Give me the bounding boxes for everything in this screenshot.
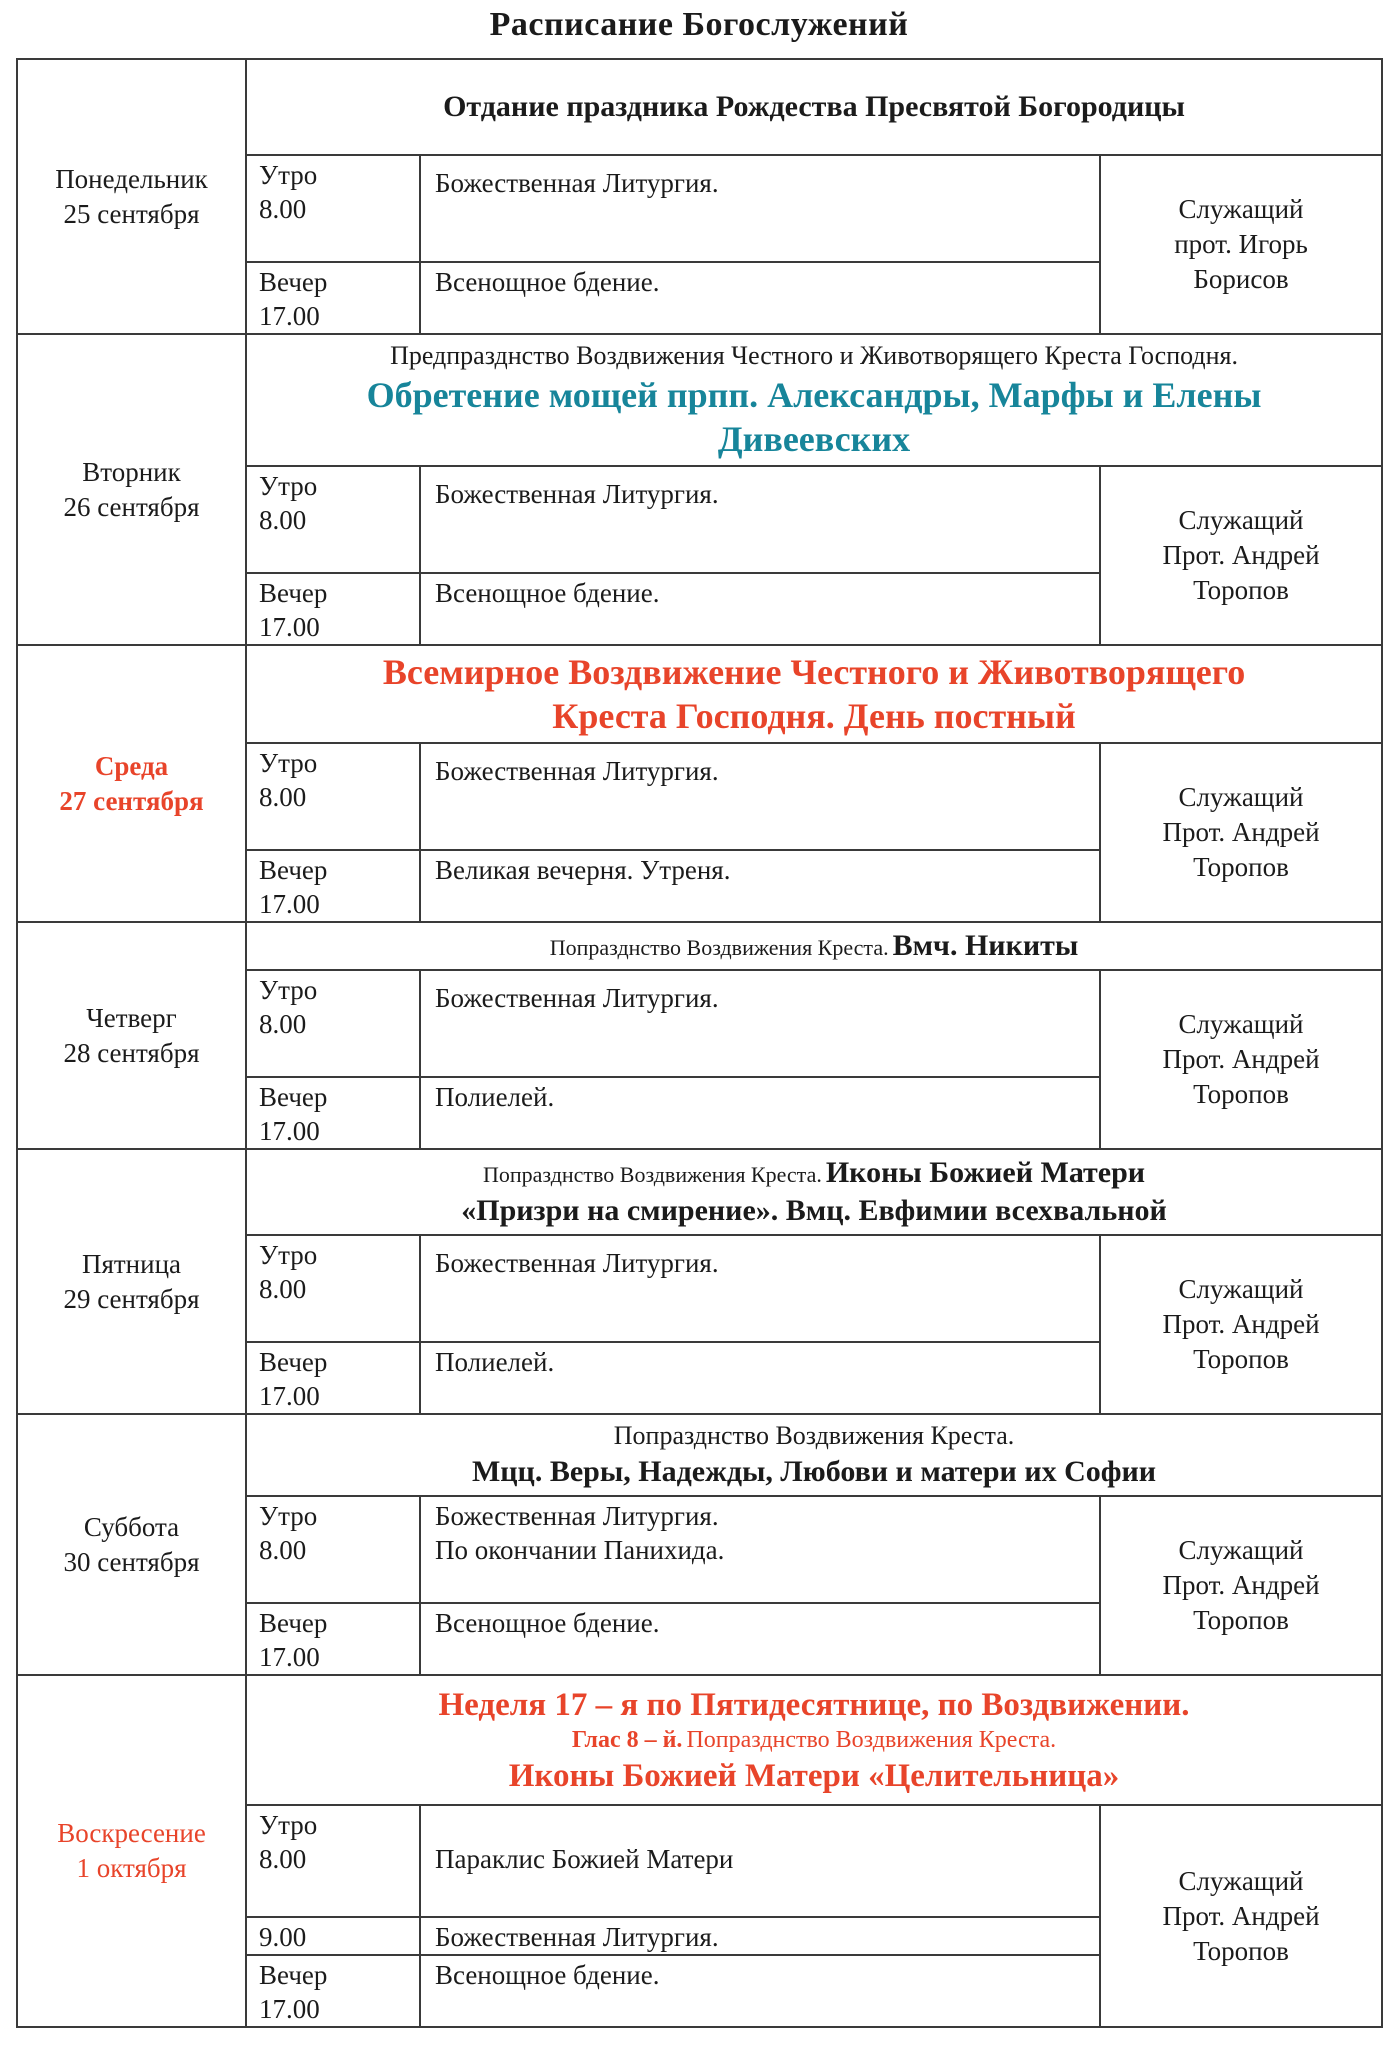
officiant-surname: Торопов [1193, 1605, 1289, 1635]
time-label: Утро [259, 975, 318, 1005]
service-name: Божественная Литургия. [435, 168, 719, 198]
feast-title-cont: Креста Господня. День постный [552, 696, 1076, 736]
time-cell [246, 1342, 420, 1414]
time-cell [246, 1917, 420, 1955]
service-name: Божественная Литургия. [435, 983, 719, 1013]
officiant-cell [1100, 155, 1382, 334]
day-cell-wednesday [17, 645, 246, 922]
time-value: 17.00 [259, 1381, 320, 1411]
schedule-table [16, 58, 1383, 2028]
officiant-label: Служащий [1178, 1274, 1304, 1304]
officiant-surname: Торопов [1193, 575, 1289, 605]
service-name: Параклис Божией Матери [435, 1844, 734, 1874]
time-value: 8.00 [259, 194, 307, 224]
officiant-surname: Торопов [1193, 1079, 1289, 1109]
service-name: Божественная Литургия. [435, 756, 719, 786]
time-value: 8.00 [259, 1009, 307, 1039]
service-cell [420, 1342, 1100, 1414]
service-name: Божественная Литургия. [435, 1248, 719, 1278]
time-value: 17.00 [259, 889, 320, 919]
day-date: 25 сентября [63, 198, 200, 229]
time-value: 8.00 [259, 1535, 307, 1565]
feast-subtitle: Попразднство Воздвижения Креста. [482, 1162, 822, 1187]
time-cell [246, 262, 420, 334]
time-cell [246, 573, 420, 645]
service-cell [420, 1077, 1100, 1149]
time-label: Вечер [259, 1960, 328, 1990]
service-name: Всенощное бдение. [435, 1960, 660, 1990]
time-value: 17.00 [259, 301, 320, 331]
service-cell [420, 573, 1100, 645]
time-value: 17.00 [259, 1642, 320, 1672]
feast-title: Обретение мощей прпп. Александры, Марфы и Елены [366, 375, 1262, 415]
time-value: 17.00 [259, 1994, 320, 2024]
officiant-surname: Торопов [1193, 1344, 1289, 1374]
officiant-name: Прот. Андрей [1162, 1309, 1320, 1339]
time-label: Утро [259, 1810, 318, 1840]
service-name: Всенощное бдение. [435, 267, 660, 297]
day-name: Пятница [81, 1248, 182, 1279]
table-row [17, 922, 1382, 970]
time-value: 17.00 [259, 612, 320, 642]
time-value: 8.00 [259, 1844, 307, 1874]
table-row [17, 1414, 1382, 1496]
time-label: Вечер [259, 578, 328, 608]
feast-subtitle: Попразднство Воздвижения Креста. [549, 935, 889, 960]
officiant-surname: Борисов [1193, 264, 1289, 294]
service-name: Божественная Литургия. [435, 1922, 719, 1952]
service-cell [420, 155, 1100, 262]
service-name: Божественная Литургия. [435, 1501, 719, 1531]
day-cell-saturday [17, 1414, 246, 1675]
feast-title: Отдание праздника Рождества Пресвятой Богородицы [443, 90, 1185, 123]
officiant-label: Служащий [1178, 782, 1304, 812]
time-cell [246, 850, 420, 922]
officiant-name: прот. Игорь [1174, 229, 1308, 259]
day-heading [246, 59, 1382, 155]
officiant-cell [1100, 466, 1382, 645]
officiant-cell [1100, 1805, 1382, 2027]
table-row [17, 1149, 1382, 1235]
service-name: Полиелей. [435, 1082, 555, 1112]
officiant-name: Прот. Андрей [1162, 1900, 1320, 1931]
table-row [17, 1675, 1382, 1805]
time-label: Утро [259, 471, 318, 501]
day-name: Суббота [83, 1511, 180, 1542]
time-label: Утро [259, 1501, 318, 1531]
day-cell-thursday [17, 922, 246, 1149]
time-cell [246, 1955, 420, 2027]
day-cell-monday [17, 59, 246, 334]
time-cell [246, 1077, 420, 1149]
day-date: 30 сентября [63, 1546, 200, 1577]
service-cell [420, 1235, 1100, 1342]
day-name: Вторник [82, 456, 181, 487]
day-name: Четверг [86, 1002, 177, 1033]
day-heading [246, 334, 1382, 466]
time-cell [246, 743, 420, 850]
day-name: Среда [94, 750, 169, 781]
time-value: 17.00 [259, 1116, 320, 1146]
time-cell [246, 1805, 420, 1917]
day-name: Понедельник [55, 163, 208, 194]
day-date: 1 октября [76, 1853, 187, 1883]
time-value: 8.00 [259, 1274, 307, 1304]
day-heading [246, 922, 1382, 970]
day-heading [246, 1675, 1382, 1805]
officiant-cell [1100, 1235, 1382, 1414]
officiant-label: Служащий [1178, 505, 1304, 535]
time-label: Вечер [259, 1347, 328, 1377]
feast-title: Всемирное Воздвижение Честного и Животворящего [382, 652, 1246, 692]
officiant-name: Прот. Андрей [1162, 817, 1320, 847]
officiant-name: Прот. Андрей [1162, 1570, 1320, 1600]
day-name: Воскресение [57, 1818, 206, 1848]
feast-subtitle: Попразднство Воздвижения Креста. [613, 1421, 1015, 1450]
service-cell [420, 743, 1100, 850]
table-row [17, 59, 1382, 155]
day-heading [246, 645, 1382, 743]
table-row [17, 645, 1382, 743]
officiant-label: Служащий [1178, 194, 1304, 224]
feast-title-cont: «Призри на смирение». Вмц. Евфимии всехвальной [461, 1194, 1167, 1227]
time-label: Вечер [259, 267, 328, 297]
service-name: Великая вечерня. Утреня. [435, 855, 731, 885]
day-cell-friday [17, 1149, 246, 1414]
time-label: Утро [259, 748, 318, 778]
officiant-surname: Торопов [1193, 852, 1289, 882]
service-cell [420, 1917, 1100, 1955]
service-cell [420, 1603, 1100, 1675]
officiant-name: Прот. Андрей [1162, 1044, 1320, 1074]
feast-title: Иконы Божией Матери [825, 1156, 1146, 1189]
officiant-surname: Торопов [1193, 1935, 1289, 1966]
service-cell [420, 1805, 1100, 1917]
officiant-name: Прот. Андрей [1162, 540, 1320, 570]
day-date: 28 сентября [63, 1037, 200, 1068]
service-cell [420, 850, 1100, 922]
service-name: Всенощное бдение. [435, 1608, 660, 1638]
day-cell-sunday [17, 1675, 246, 2027]
time-cell [246, 466, 420, 573]
officiant-label: Служащий [1178, 1535, 1304, 1565]
time-cell [246, 155, 420, 262]
tone-label: Глас 8 – й. [571, 1726, 683, 1753]
service-cell [420, 1955, 1100, 2027]
time-label: Вечер [259, 1082, 328, 1112]
day-heading [246, 1149, 1382, 1235]
time-label: Утро [259, 1240, 318, 1270]
feast-subtitle: Предпразднство Воздвижения Честного и Животворящего Креста Господня. [390, 341, 1238, 370]
service-cell [420, 262, 1100, 334]
service-name: Божественная Литургия. [435, 479, 719, 509]
time-cell [246, 970, 420, 1077]
service-cell [420, 1496, 1100, 1603]
officiant-cell [1100, 970, 1382, 1149]
feast-title: Неделя 17 – я по Пятидесятнице, по Воздвижении. [438, 1686, 1190, 1723]
page-title: Расписание Богослужений [489, 6, 909, 43]
service-cell [420, 466, 1100, 573]
service-cell [420, 970, 1100, 1077]
table-row [17, 334, 1382, 466]
officiant-label: Служащий [1178, 1865, 1304, 1896]
time-value: 8.00 [259, 505, 307, 535]
service-name: Полиелей. [435, 1347, 555, 1377]
day-date: 29 сентября [63, 1283, 200, 1314]
feast-title: Мцц. Веры, Надежды, Любови и матери их Софии [471, 1455, 1157, 1488]
feast-title-cont: Дивеевских [717, 419, 911, 459]
time-label: Вечер [259, 855, 328, 885]
time-label: Утро [259, 160, 318, 190]
time-value: 9.00 [259, 1922, 307, 1952]
day-heading [246, 1414, 1382, 1496]
icon-feast-title: Иконы Божией Матери «Целительница» [508, 1757, 1120, 1794]
time-label: Вечер [259, 1608, 328, 1638]
service-name: Всенощное бдение. [435, 578, 660, 608]
officiant-cell [1100, 1496, 1382, 1675]
feast-subtitle: Попразднство Воздвижения Креста. [686, 1726, 1057, 1753]
officiant-label: Служащий [1178, 1009, 1304, 1039]
time-cell [246, 1235, 420, 1342]
time-value: 8.00 [259, 782, 307, 812]
service-note: По окончании Панихида. [435, 1535, 725, 1565]
day-cell-tuesday [17, 334, 246, 645]
officiant-cell [1100, 743, 1382, 922]
day-date: 27 сентября [59, 785, 204, 816]
time-cell [246, 1496, 420, 1603]
feast-title: Вмч. Никиты [892, 929, 1079, 962]
day-date: 26 сентября [63, 491, 200, 522]
time-cell [246, 1603, 420, 1675]
